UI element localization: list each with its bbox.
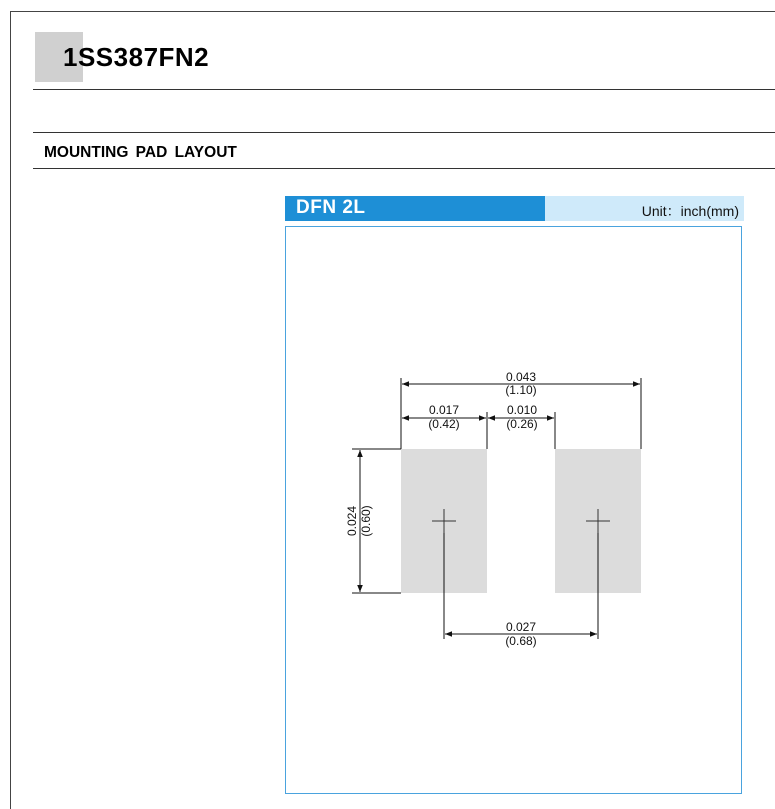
package-name: DFN 2L xyxy=(296,197,366,218)
pad-width-mm: (0.42) xyxy=(428,417,460,431)
pad-height-mm: (0.60) xyxy=(359,505,373,537)
pad-width-inch: 0.017 xyxy=(428,403,460,417)
unit-label: Unit：inch(mm) xyxy=(641,203,739,219)
pad-pitch-inch: 0.027 xyxy=(505,620,537,634)
pad-gap-mm: (0.26) xyxy=(506,417,538,431)
pad-gap-inch: 0.010 xyxy=(506,403,538,417)
overall-width-inch: 0.043 xyxy=(505,370,537,384)
page-title: 1SS387FN2 xyxy=(63,42,210,72)
pad-height-inch: 0.024 xyxy=(345,505,359,537)
section-title: MOUNTING PAD LAYOUT xyxy=(44,144,237,161)
overall-width-mm: (1.10) xyxy=(505,383,537,397)
pad-pitch-mm: (0.68) xyxy=(505,634,537,648)
